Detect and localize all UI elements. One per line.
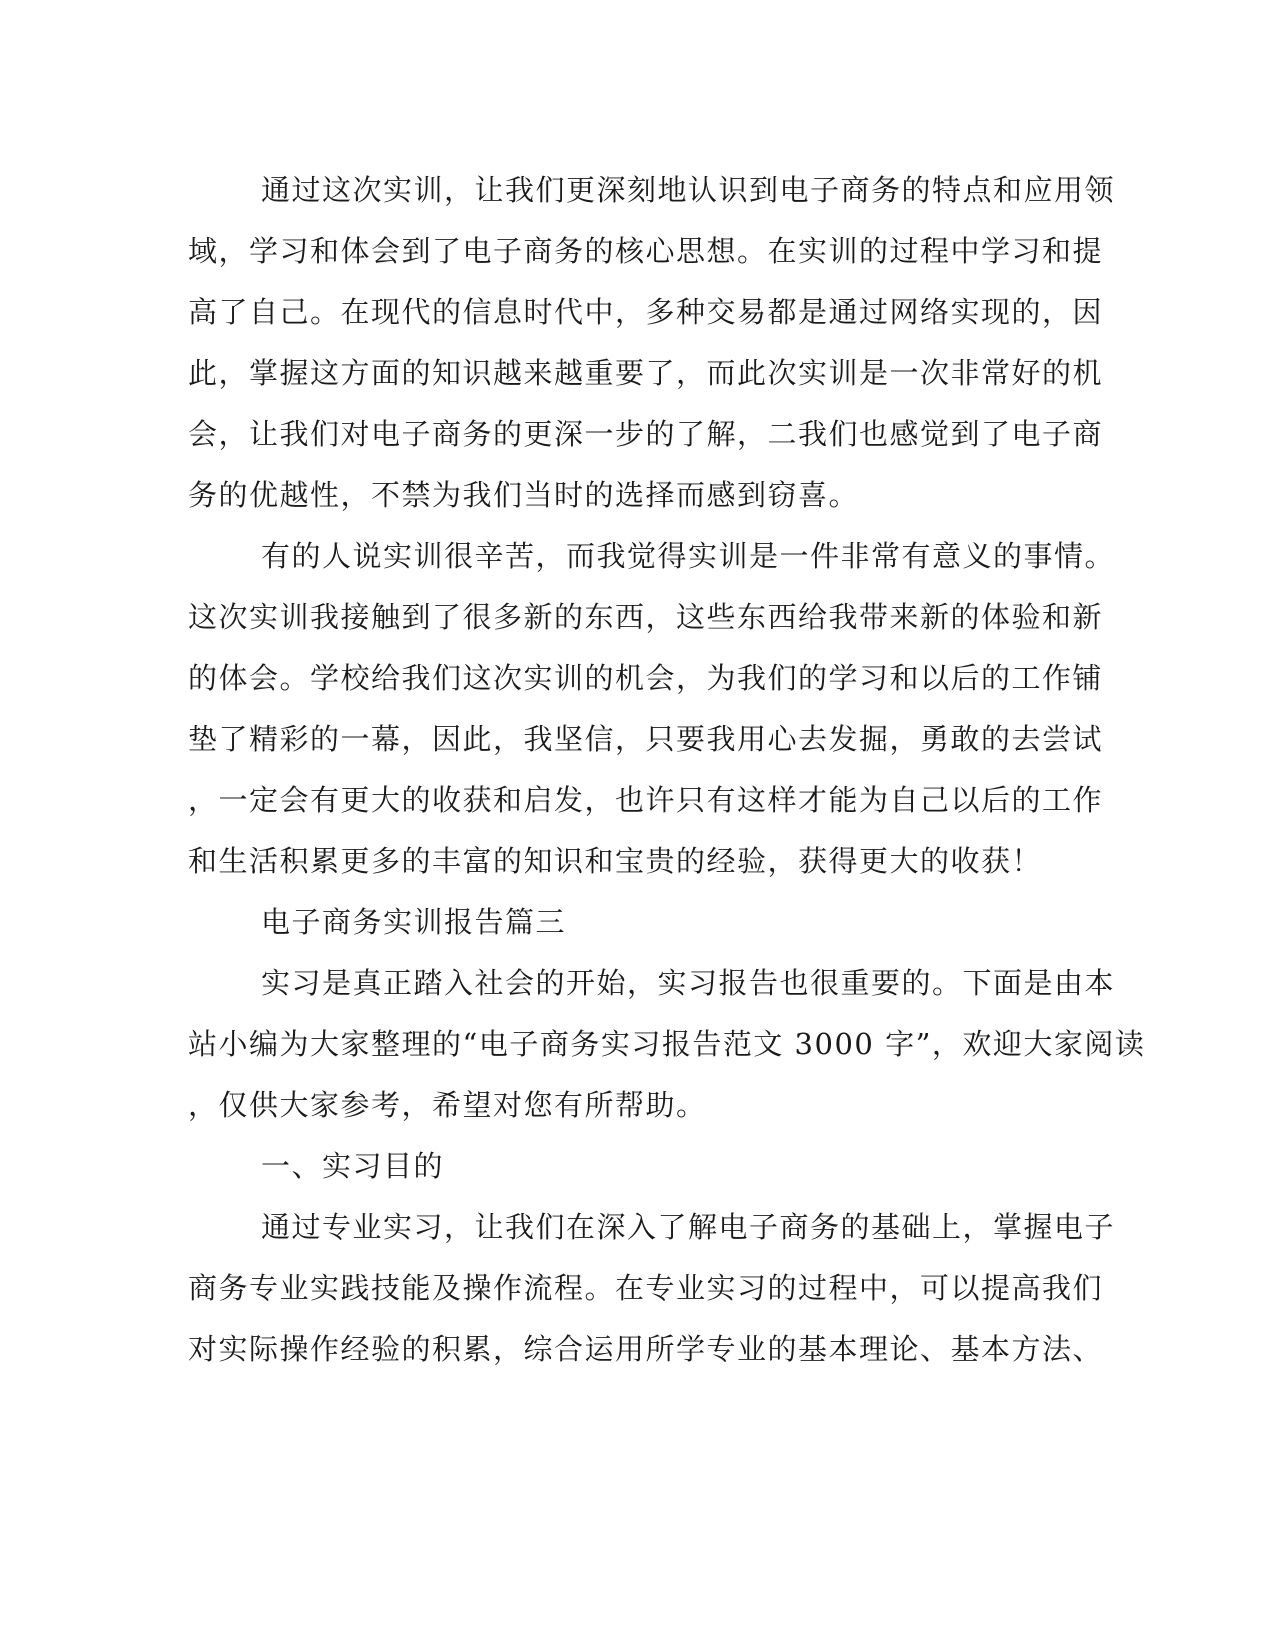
text-line: 商务专业实践技能及操作流程。在专业实习的过程中，可以提高我们	[188, 1271, 1104, 1305]
text-line: 和生活积累更多的丰富的知识和宝贵的经验，获得更大的收获！	[188, 844, 1043, 878]
text-line: 站小编为大家整理的“电子商务实习报告范文 3000 字”，欢迎大家阅读	[188, 1027, 1146, 1061]
text-line: 会，让我们对电子商务的更深一步的了解，二我们也感觉到了电子商	[188, 417, 1104, 451]
text-line: 高了自己。在现代的信息时代中，多种交易都是通过网络实现的，因	[188, 295, 1104, 329]
text-line: 通过这次实训，让我们更深刻地认识到电子商务的特点和应用领	[261, 173, 1116, 207]
text-line: 务的优越性，不禁为我们当时的选择而感到窃喜。	[188, 478, 860, 512]
text-line: 此，掌握这方面的知识越来越重要了，而此次实训是一次非常好的机	[188, 356, 1104, 390]
text-line: 这次实训我接触到了很多新的东西，这些东西给我带来新的体验和新	[188, 600, 1104, 634]
document-body	[188, 160, 1146, 1380]
text-line: 有的人说实训很辛苦，而我觉得实训是一件非常有意义的事情。	[261, 539, 1116, 573]
section-heading	[188, 1136, 1068, 1197]
text-line: ，仅供大家参考，希望对您有所帮助。	[188, 1088, 707, 1122]
paragraph	[188, 1197, 1116, 1380]
text-line: 通过专业实习，让我们在深入了解电子商务的基础上，掌握电子	[261, 1210, 1116, 1244]
paragraph	[188, 160, 1116, 526]
heading-text: 一、实习目的	[261, 1149, 445, 1183]
text-line: 垫了精彩的一幕，因此，我坚信，只要我用心去发掘，勇敢的去尝试	[188, 722, 1104, 756]
paragraph	[188, 953, 1146, 1136]
heading-text: 电子商务实训报告篇三	[261, 905, 567, 939]
text-line: ，一定会有更大的收获和启发，也许只有这样才能为自己以后的工作	[188, 783, 1104, 817]
text-line: 对实际操作经验的积累，综合运用所学专业的基本理论、基本方法、	[188, 1332, 1104, 1366]
text-line: 实习是真正踏入社会的开始，实习报告也很重要的。下面是由本	[261, 966, 1116, 1000]
text-line: 的体会。学校给我们这次实训的机会，为我们的学习和以后的工作铺	[188, 661, 1104, 695]
section-heading	[188, 892, 1068, 953]
text-line: 域，学习和体会到了电子商务的核心思想。在实训的过程中学习和提	[188, 234, 1104, 268]
paragraph	[188, 526, 1116, 892]
